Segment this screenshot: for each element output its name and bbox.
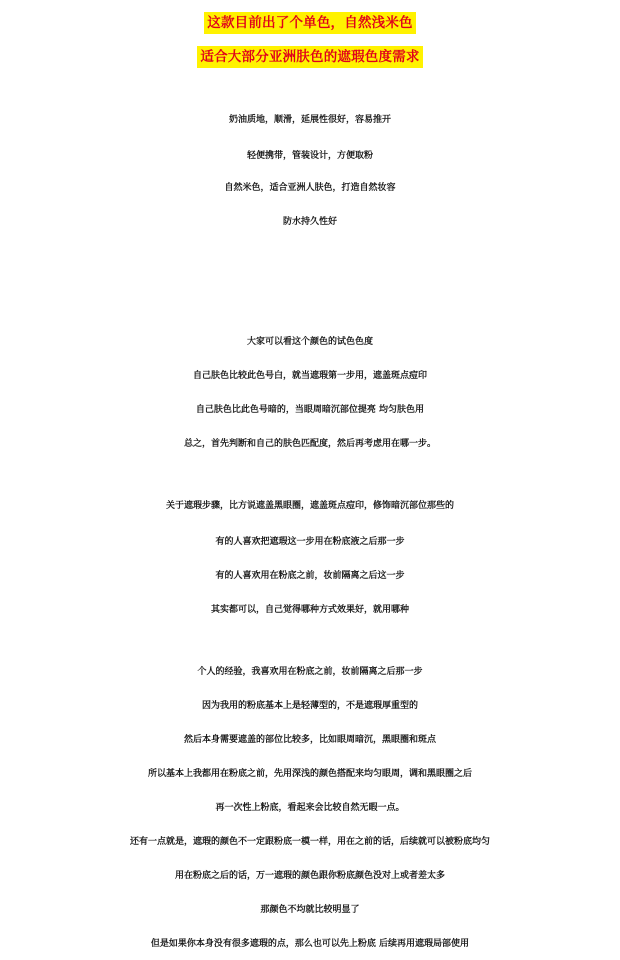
- steps-line: 有的人喜欢把遮瑕这一步用在粉底液之后那一步: [215, 537, 405, 547]
- highlight-text: 这款目前出了个单色，自然浅米色: [204, 12, 416, 34]
- experience-line: 用在粉底之后的话，万一遮瑕的颜色跟你粉底颜色没对上或者差太多: [174, 871, 445, 881]
- swatch-line: 自己肤色比此色号暗的，当眼周暗沉部位提亮 均匀肤色用: [195, 405, 425, 415]
- steps-line: 其实都可以，自己觉得哪种方式效果好，就用哪种: [210, 605, 409, 615]
- feature-line: 轻便携带，管装设计，方便取粉: [246, 151, 373, 161]
- experience-line: 还有一点就是，遮瑕的颜色不一定跟粉底一模一样，用在之前的话，后续就可以被粉底均匀: [129, 837, 490, 847]
- experience-line: 但是如果你本身没有很多遮瑕的点，那么也可以先上粉底 后续再用遮瑕局部使用: [150, 939, 470, 949]
- experience-line: 所以基本上我都用在粉底之前，先用深浅的颜色搭配来均匀眼周，调和黑眼圈之后: [147, 769, 472, 779]
- feature-line: 奶油质地，顺滑，延展性很好，容易推开: [228, 115, 391, 125]
- swatch-line: 大家可以看这个颜色的试色色度: [246, 337, 373, 347]
- highlight-line-1: [0, 12, 620, 34]
- highlight-text: 适合大部分亚洲肤色的遮瑕色度需求: [197, 46, 422, 68]
- steps-line: 有的人喜欢用在粉底之前，妆前隔离之后这一步: [215, 571, 405, 581]
- swatch-line: 自己肤色比较此色号白，就当遮瑕第一步用，遮盖斑点痘印: [192, 371, 427, 381]
- experience-line: 个人的经验，我喜欢用在粉底之前，妆前隔离之后那一步: [197, 667, 423, 677]
- experience-line: 因为我用的粉底基本上是轻薄型的，不是遮瑕厚重型的: [201, 701, 418, 711]
- experience-line: 那颜色不均就比较明显了: [260, 905, 360, 915]
- highlight-line-2: [0, 46, 620, 68]
- feature-line: 防水持久性好: [282, 217, 337, 227]
- feature-line: 自然米色，适合亚洲人肤色，打造自然妆容: [224, 183, 396, 193]
- steps-line: 关于遮瑕步骤，比方说遮盖黑眼圈，遮盖斑点痘印，修饰暗沉部位那些的: [165, 501, 454, 511]
- experience-line: 再一次性上粉底，看起来会比较自然无暇一点。: [215, 803, 405, 813]
- swatch-line: 总之，首先判断和自己的肤色匹配度，然后再考虑用在哪一步。: [183, 439, 436, 449]
- experience-line: 然后本身需要遮盖的部位比较多，比如眼周暗沉，黑眼圈和斑点: [183, 735, 436, 745]
